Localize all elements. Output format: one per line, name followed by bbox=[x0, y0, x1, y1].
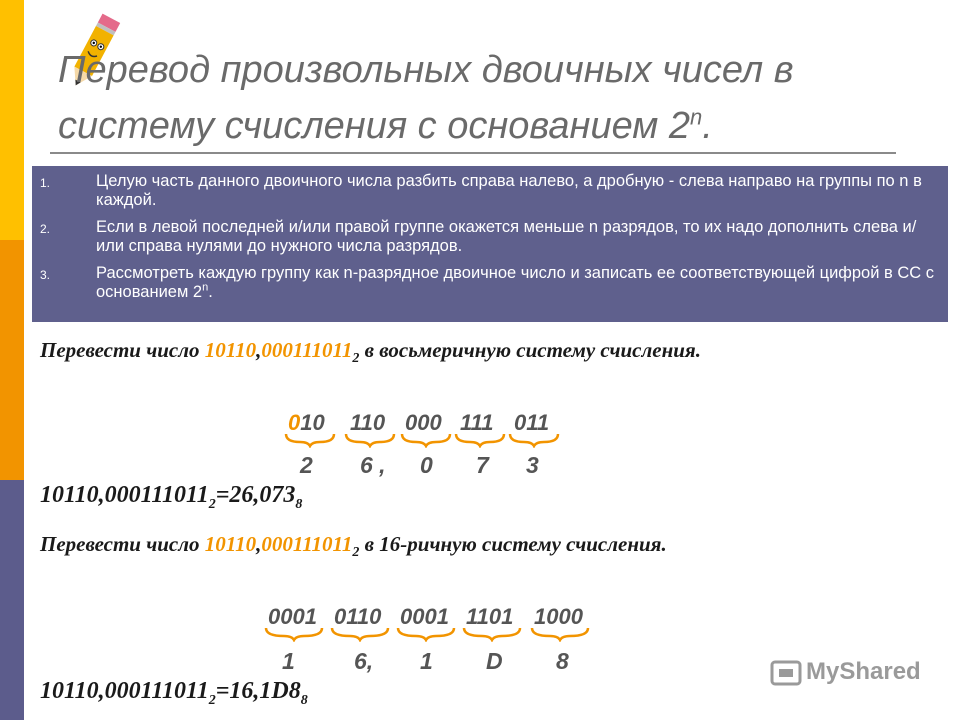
task-hex bbox=[40, 532, 667, 561]
result-value: =26,073 bbox=[215, 482, 296, 508]
task-number-int: 10110 bbox=[204, 532, 257, 556]
converted-digit: D bbox=[486, 648, 503, 674]
task-suffix: в восьмеричную систему счисления. bbox=[359, 338, 701, 362]
watermark bbox=[770, 658, 940, 690]
rule-number: 2. bbox=[40, 222, 51, 236]
title-line-1: Перевод произвольных двоичных чисел в bbox=[58, 49, 794, 91]
group-bits: 111 bbox=[460, 410, 494, 435]
result-binary-base: 2 bbox=[208, 692, 216, 708]
rule-text-main: Рассмотреть каждую группу как n-разрядное двоичное число и записать ее соответствующей цифрой в СС с основанием 2 bbox=[96, 264, 935, 301]
left-bar-yellow bbox=[0, 0, 24, 240]
converted-digit: 1 bbox=[420, 648, 433, 674]
group-bits: 0110 bbox=[334, 604, 382, 629]
group-braces bbox=[284, 432, 564, 448]
rule-text bbox=[96, 264, 936, 302]
rule-number: 1. bbox=[40, 176, 51, 190]
task-comma: , bbox=[256, 338, 262, 362]
group-bits: 1000 bbox=[534, 604, 583, 629]
group-bits: 10 bbox=[300, 410, 325, 435]
task-number-int: 10110 bbox=[204, 338, 257, 362]
left-bar-orange bbox=[0, 240, 24, 480]
task-base: 2 bbox=[352, 351, 360, 367]
task-octal bbox=[40, 338, 701, 367]
task-prefix: Перевести число bbox=[40, 532, 205, 556]
group-bits: 110 bbox=[350, 410, 386, 435]
result-binary-base: 2 bbox=[208, 496, 216, 512]
rule-text: Целую часть данного двоичного числа разбить справа налево, а дробную - слева направо на группы по n в каждой. bbox=[96, 172, 922, 209]
converted-digit: 8 bbox=[556, 648, 569, 674]
title-divider bbox=[50, 152, 896, 154]
result-binary: 10110,000111011 bbox=[40, 678, 209, 704]
result-value: =16,1D8 bbox=[215, 678, 301, 704]
title-end: . bbox=[702, 105, 713, 147]
title-superscript: n bbox=[690, 104, 703, 130]
slide-title bbox=[58, 42, 938, 154]
converted-digit: 6 , bbox=[360, 452, 386, 478]
rule-superscript: n bbox=[202, 281, 209, 294]
task-suffix: в 16-ричную систему счисления. bbox=[359, 532, 667, 556]
result-octal bbox=[40, 482, 303, 512]
result-hex bbox=[40, 678, 308, 708]
group-bits: 1101 bbox=[466, 604, 514, 629]
watermark-text: MyShared bbox=[806, 658, 921, 685]
watermark-logo-icon bbox=[770, 658, 802, 688]
group-bits: 000 bbox=[405, 410, 442, 435]
result-value-base: 8 bbox=[295, 496, 303, 512]
group-braces bbox=[264, 626, 604, 642]
group-bits: 0001 bbox=[268, 604, 317, 629]
result-value-base: 8 bbox=[300, 692, 308, 708]
rule-end: . bbox=[208, 283, 213, 301]
task-number-frac: 000111011 bbox=[261, 532, 353, 556]
converted-digit: 1 bbox=[282, 648, 295, 674]
rule-number: 3. bbox=[40, 268, 51, 282]
group-bits: 011 bbox=[514, 410, 550, 435]
result-binary: 10110,000111011 bbox=[40, 482, 209, 508]
padding-zero: 0 bbox=[288, 410, 301, 435]
converted-digit: 6, bbox=[354, 648, 374, 674]
task-comma: , bbox=[256, 532, 262, 556]
task-number-frac: 000111011 bbox=[261, 338, 353, 362]
rule-text: Если в левой последней и/или правой группе окажется меньше n разрядов, то их надо дополнить слева и/или справа нулями до нужного числа разрядов. bbox=[96, 218, 917, 255]
title-line-2 bbox=[58, 98, 938, 154]
title-line-2-text: систему счисления с основанием 2 bbox=[58, 105, 691, 147]
task-prefix: Перевести число bbox=[40, 338, 205, 362]
converted-digit: 3 bbox=[526, 452, 539, 478]
converted-digit: 7 bbox=[476, 452, 489, 478]
group-bits: 0001 bbox=[400, 604, 449, 629]
rules-panel bbox=[32, 166, 948, 322]
converted-digit: 0 bbox=[420, 452, 433, 478]
left-bar-purple bbox=[0, 480, 24, 720]
converted-digit: 2 bbox=[300, 452, 313, 478]
task-base: 2 bbox=[352, 545, 360, 561]
